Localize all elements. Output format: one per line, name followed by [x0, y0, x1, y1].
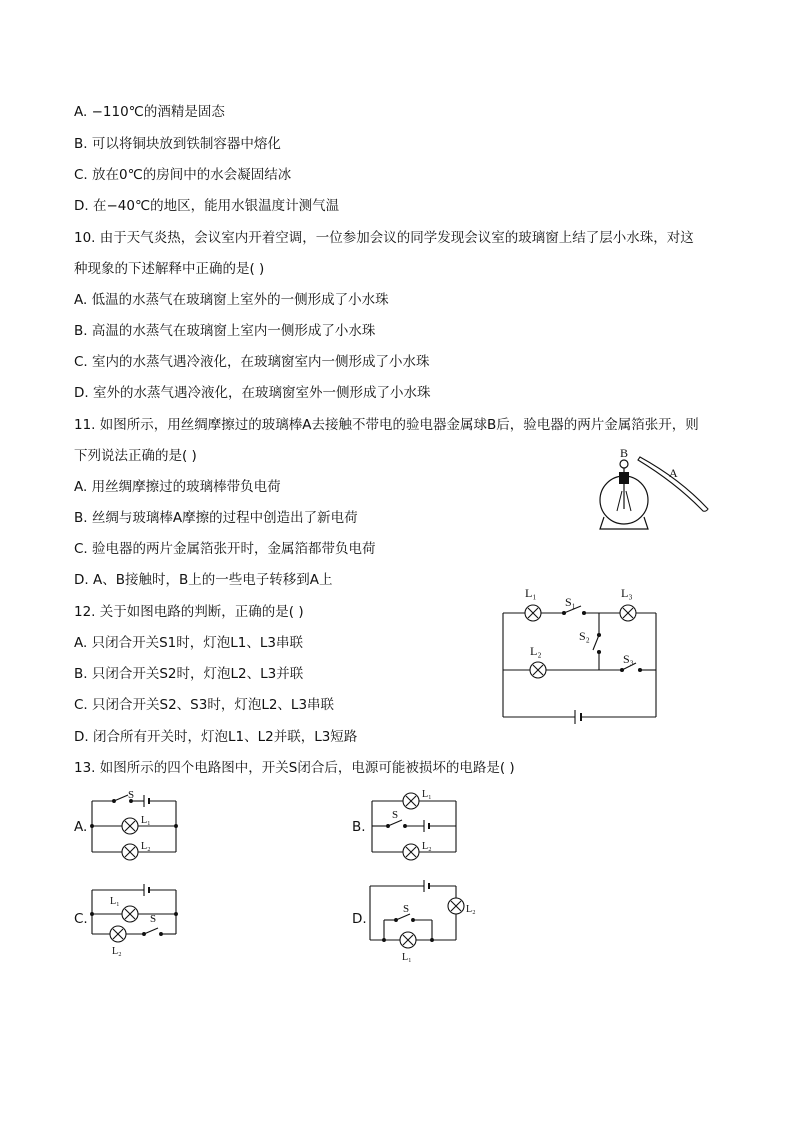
q12-circuit-figure: [495, 580, 665, 725]
label-s: S: [403, 903, 410, 915]
circuit-d: [366, 874, 486, 964]
metal-foil-right: [626, 491, 631, 511]
label-s: S: [150, 913, 157, 925]
q12-option-b: B. 只闭合开关S2时，灯泡L2、L3并联: [74, 666, 304, 682]
q9-option-a: A. −110℃的酒精是固态: [74, 104, 225, 120]
label-s: S: [392, 809, 399, 821]
q11-option-b: B. 丝绸与玻璃棒A摩擦的过程中创造出了新电荷: [74, 510, 358, 526]
stopper: [619, 472, 629, 484]
q13-option-a-letter: A.: [74, 819, 88, 835]
q13-option-d-letter: D.: [352, 911, 367, 927]
label-s3: S₃: [623, 652, 634, 666]
base: [600, 517, 648, 529]
q11-stem-line2: 下列说法正确的是( ): [74, 448, 197, 464]
label-l2: L₂: [141, 841, 151, 852]
label-l1: L₁: [141, 815, 151, 826]
q10-option-a: A. 低温的水蒸气在玻璃窗上室外的一侧形成了小水珠: [74, 292, 389, 308]
label-s1: S₁: [565, 595, 576, 609]
metal-ball: [620, 460, 628, 468]
q12-option-a: A. 只闭合开关S1时，灯泡L1、L3串联: [74, 635, 303, 651]
rod-label-a: A: [669, 466, 678, 480]
q9-option-d: D. 在−40℃的地区，能用水银温度计测气温: [74, 198, 340, 214]
label-l2: L₂: [112, 946, 122, 957]
q9-option-b: B. 可以将铜块放到铁制容器中熔化: [74, 136, 281, 152]
q13-option-b-letter: B.: [352, 819, 366, 835]
q10-stem-line1: 10. 由于天气炎热，会议室内开着空调，一位参加会议的同学发现会议室的玻璃窗上结了层小水珠，对这: [74, 230, 694, 246]
q11-option-c: C. 验电器的两片金属箔张开时，金属箔都带负电荷: [74, 541, 376, 557]
q13-stem: 13. 如图所示的四个电路图中，开关S闭合后，电源可能被损坏的电路是( ): [74, 760, 515, 776]
switch-s: [114, 795, 128, 801]
q11-option-d: D. A、B接触时，B上的一些电子转移到A上: [74, 572, 333, 588]
ball-label-b: B: [620, 446, 629, 460]
label-l1: L₁: [525, 586, 537, 600]
label-l2: L₂: [422, 841, 432, 852]
label-s2: S₂: [579, 629, 590, 643]
q10-option-b: B. 高温的水蒸气在玻璃窗上室内一侧形成了小水珠: [74, 323, 376, 339]
q10-stem-line2: 种现象的下述解释中正确的是( ): [74, 261, 265, 277]
label-l1: L₁: [402, 952, 412, 963]
switch-s: [144, 928, 158, 934]
q11-option-a: A. 用丝绸摩擦过的玻璃棒带负电荷: [74, 479, 281, 495]
switch-s2: [593, 635, 599, 650]
q10-option-d: D. 室外的水蒸气遇冷液化，在玻璃窗室外一侧形成了小水珠: [74, 385, 431, 401]
q12-option-c: C. 只闭合开关S2、S3时，灯泡L2、L3串联: [74, 697, 335, 713]
electroscope-figure: [590, 445, 720, 535]
metal-foil-left: [617, 491, 622, 511]
q13-option-c-letter: C.: [74, 911, 88, 927]
circuit-c: [88, 878, 183, 958]
label-l2: L₂: [530, 644, 542, 658]
circuit-b: [368, 785, 463, 861]
label-l3: L₃: [621, 586, 633, 600]
label-s: S: [128, 789, 135, 801]
q11-stem-line1: 11. 如图所示，用丝绸摩擦过的玻璃棒A去接触不带电的验电器金属球B后，验电器的两片金属箔张开，则: [74, 417, 699, 433]
label-l1: L₁: [422, 789, 432, 800]
q12-option-d: D. 闭合所有开关时，灯泡L1、L2并联，L3短路: [74, 729, 358, 745]
q12-stem: 12. 关于如图电路的判断，正确的是( ): [74, 604, 304, 620]
q10-option-c: C. 室内的水蒸气遇冷液化，在玻璃窗室内一侧形成了小水珠: [74, 354, 430, 370]
label-l2: L₂: [466, 904, 476, 915]
label-l1: L₁: [110, 896, 120, 907]
circuit-a: [88, 786, 183, 862]
q9-option-c: C. 放在0℃的房间中的水会凝固结冰: [74, 167, 292, 183]
